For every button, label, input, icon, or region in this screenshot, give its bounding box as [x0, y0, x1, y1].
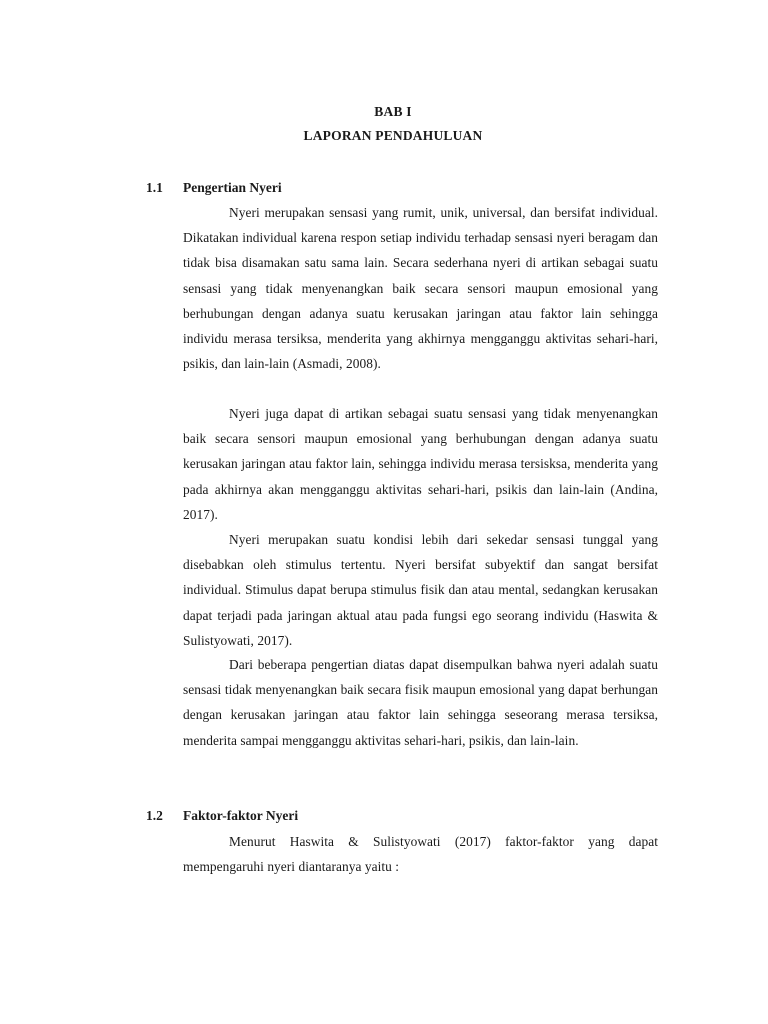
paragraph: Menurut Haswita & Sulistyowati (2017) faktor-faktor yang dapat mempengaruhi nyeri diantaranya yaitu : — [183, 834, 658, 875]
paragraph: Nyeri juga dapat di artikan sebagai suatu sensasi yang tidak menyenangkan baik secara sensori maupun emosional yang berhubungan dengan adanya suatu kerusakan jaringan atau faktor lain, sehingga individu merasa tersisksa, menderita yang pada akhirnya akan mengganggu aktivitas sehari-hari, psikis dan lain-lain (Andina, 2017). — [183, 406, 658, 522]
chapter-title: LAPORAN PENDAHULUAN — [303, 128, 483, 143]
section-title: Faktor-faktor Nyeri — [183, 808, 299, 823]
section-number: 1.2 — [146, 808, 163, 823]
chapter-number: BAB I — [374, 104, 412, 119]
paragraph: Dari beberapa pengertian diatas dapat disempulkan bahwa nyeri adalah suatu sensasi tidak menyenangkan baik secara fisik maupun emosional yang dapat berhungan dengan kerusakan jaringan atau faktor lain sehingga seseorang merasa tersiksa, menderita sampai mengganggu aktivitas sehari-hari, psikis, dan lain-lain. — [183, 657, 658, 748]
paragraph: Nyeri merupakan suatu kondisi lebih dari sekedar sensasi tunggal yang disebabkan oleh stimulus tertentu. Nyeri bersifat subyektif dan sangat bersifat individual. Stimulus dapat berupa stimulus fisik dan atau mental, sedangkan kerusakan dapat terjadi pada jaringan aktual atau pada fungsi ego seorang individu (Haswita & Sulistyowati, 2017). — [183, 532, 658, 648]
section-heading-1-2 — [146, 808, 298, 824]
section-heading-1-1 — [146, 180, 282, 196]
section-title: Pengertian Nyeri — [183, 180, 282, 195]
section-number: 1.1 — [146, 180, 163, 195]
paragraph: Nyeri merupakan sensasi yang rumit, unik, universal, dan bersifat individual. Dikatakan individual karena respon setiap individu terhadap sensasi nyeri beragam dan tidak bisa disamakan satu sama lain. Secara sederhana nyeri di artikan sebagai suatu sensasi yang tidak menyenangkan baik secara sensori maupun emosional yang berhubungan dengan adanya suatu kerusakan jaringan atau faktor lain sehingga individu merasa tersiksa, menderita yang akhirnya mengganggu aktivitas sehari-hari, psikis, dan lain-lain (Asmadi, 2008). — [183, 205, 658, 372]
